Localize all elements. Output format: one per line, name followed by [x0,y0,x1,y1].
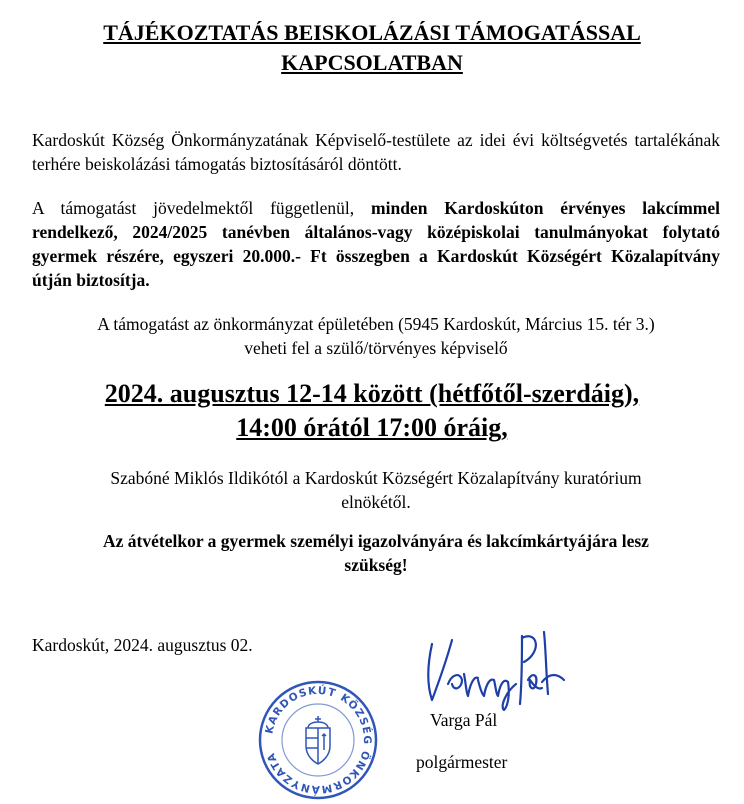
title-line-1: TÁJÉKOZTATÁS BEISKOLÁZÁSI TÁMOGATÁSSAL [103,20,641,45]
intro-paragraph: Kardoskút Község Önkormányzatának Képviselő-testülete az idei évi költségvetés tartalékának terhére beiskolázási támogatás biztosításáról döntött. [32,130,720,174]
support-bold-text: minden Kardoskúton érvényes lakcímmel rendelkező, 2024/2025 tanévben általános-vagy középiskolai tanulmányokat folytató gyermek részére, egyszeri 20.000.- Ft összegben a Kardoskút Községért Közalapítvány útján biztosítja. [32,198,720,290]
date-range-line-2: 14:00 órától 17:00 óráig, [236,413,508,442]
support-plain-text: A támogatást jövedelmektől függetlenül, [32,198,372,218]
notice-line-2: szükség! [344,555,408,575]
notice-line-1: Az átvételkor a gyermek személyi igazolványára és lakcímkártyájára lesz [103,531,649,551]
coat-of-arms-icon [306,716,330,764]
notice-paragraph [32,529,720,577]
title-line-2: KAPCSOLATBAN [281,50,463,75]
location-line-2: veheti fel a szülő/törvényes képviselő [244,338,508,358]
official-seal-image [256,678,380,802]
signer-role: polgármester [416,752,508,772]
svg-text:KARDOSKÚT KÖZSÉG ÖNKORMÁNYZATA: KARDOSKÚT KÖZSÉG ÖNKORMÁNYZATA [263,684,374,796]
location-line-1: A támogatást az önkormányzat épületében (5945 Kardoskút, Március 15. tér 3.) [97,314,655,334]
place-date: Kardoskút, 2024. augusztus 02. [32,635,253,655]
contact-paragraph [32,466,720,514]
signature-image [418,622,568,712]
date-range-line-1: 2024. augusztus 12-14 között (hétfőtől-szerdáig), [104,379,640,408]
contact-line-1: Szabóné Miklós Ildikótól a Kardoskút Községért Közalapítvány kuratórium [110,468,642,488]
support-paragraph [32,196,720,292]
location-paragraph [32,312,720,360]
signer-name: Varga Pál [430,710,498,730]
contact-line-2: elnökétől. [341,492,411,512]
